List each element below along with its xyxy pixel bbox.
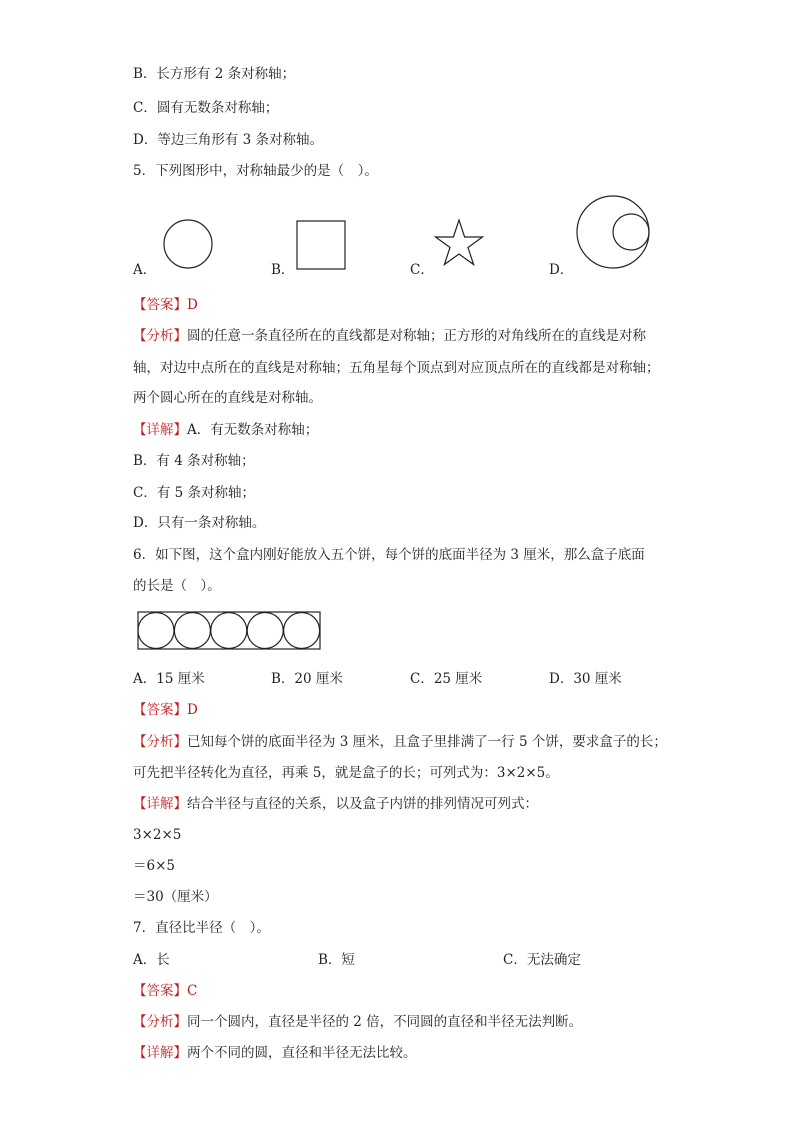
q4-option-d: D．等边三角形有 3 条对称轴。 bbox=[133, 132, 323, 148]
q5-stem: 5．下列图形中，对称轴最少的是（ ）。 bbox=[133, 163, 378, 179]
q5-detail-line-1 bbox=[133, 420, 318, 440]
cake-circle bbox=[284, 613, 320, 649]
q6-answer bbox=[133, 700, 198, 720]
q6-analysis-line-2: 可先把半径转化为直径，再乘 5，就是盒子的长；可列式为：3×2×5。 bbox=[133, 765, 559, 781]
q6-stem-line-1: 6．如下图，这个盒内刚好能放入五个饼，每个饼的底面半径为 3 厘米，那么盒子底面 bbox=[133, 547, 645, 563]
q5-option-c-label: C． bbox=[410, 262, 434, 278]
q5-analysis-line-1 bbox=[133, 326, 646, 346]
q7-option-c: C．无法确定 bbox=[503, 952, 581, 968]
q6-box-figure bbox=[137, 611, 323, 651]
analysis-tag: 【分析】 bbox=[133, 734, 187, 750]
q6-detail-line-2: 3×2×5 bbox=[133, 827, 182, 843]
answer-tag: 【答案】 bbox=[133, 297, 187, 313]
analysis-text: 已知每个饼的底面半径为 3 厘米，且盒子里排满了一行 5 个饼，要求盒子的长； bbox=[187, 734, 667, 750]
analysis-tag: 【分析】 bbox=[133, 328, 187, 344]
q6-option-d: D．30 厘米 bbox=[549, 671, 622, 687]
cake-circle bbox=[138, 613, 174, 649]
cake-circle bbox=[211, 613, 247, 649]
q5-analysis-line-3: 两个圆心所在的直线是对称轴。 bbox=[133, 390, 322, 406]
q7-option-a: A．长 bbox=[133, 952, 170, 968]
answer-tag: 【答案】 bbox=[133, 702, 187, 718]
q7-detail bbox=[133, 1043, 417, 1063]
q5-detail-line-4: D．只有一条对称轴。 bbox=[133, 515, 266, 531]
answer-value: D bbox=[187, 297, 198, 313]
q5-square-figure bbox=[296, 220, 348, 272]
q4-option-c: C．圆有无数条对称轴； bbox=[133, 100, 279, 116]
q5-circle-figure bbox=[160, 216, 216, 272]
detail-text: 结合半径与直径的关系，以及盒子内饼的排列情况可列式： bbox=[187, 796, 538, 812]
q7-answer bbox=[133, 981, 197, 1001]
q5-two-circles-figure bbox=[575, 195, 655, 275]
analysis-tag: 【分析】 bbox=[133, 1014, 187, 1030]
q5-option-a-label: A． bbox=[133, 262, 157, 278]
analysis-text: 同一个圆内，直径是半径的 2 倍，不同圆的直径和半径无法判断。 bbox=[187, 1014, 583, 1030]
q7-stem: 7．直径比半径（ ）。 bbox=[133, 920, 270, 936]
q5-option-b-label: B． bbox=[271, 262, 295, 278]
q6-stem-line-2: 的长是（ ）。 bbox=[133, 578, 221, 594]
answer-tag: 【答案】 bbox=[133, 983, 187, 999]
q4-option-b: B．长方形有 2 条对称轴； bbox=[133, 66, 296, 82]
q6-option-b: B．20 厘米 bbox=[271, 671, 343, 687]
q5-option-d-label: D． bbox=[549, 262, 574, 278]
detail-tag: 【详解】 bbox=[133, 1045, 187, 1061]
detail-text: A．有无数条对称轴； bbox=[187, 422, 319, 438]
q6-option-a: A．15 厘米 bbox=[133, 671, 205, 687]
q5-answer bbox=[133, 295, 198, 315]
cake-circle bbox=[174, 613, 210, 649]
q5-star-figure bbox=[433, 218, 485, 270]
q6-detail-line-1 bbox=[133, 794, 538, 814]
detail-text: 两个不同的圆，直径和半径无法比较。 bbox=[187, 1045, 417, 1061]
answer-value: C bbox=[187, 983, 198, 999]
q5-analysis-line-2: 轴，对边中点所在的直线是对称轴；五角星每个顶点到对应顶点所在的直线都是对称轴； bbox=[133, 360, 660, 376]
q7-analysis bbox=[133, 1012, 582, 1032]
analysis-text: 圆的任意一条直径所在的直线都是对称轴；正方形的对角线所在的直线是对称 bbox=[187, 328, 646, 344]
q6-analysis-line-1 bbox=[133, 732, 667, 752]
q7-option-b: B．短 bbox=[318, 952, 355, 968]
q5-detail-line-2: B．有 4 条对称轴； bbox=[133, 453, 255, 469]
answer-value: D bbox=[187, 702, 198, 718]
cake-circle bbox=[247, 613, 283, 649]
q6-detail-line-4: ＝30（厘米） bbox=[133, 889, 218, 905]
detail-tag: 【详解】 bbox=[133, 422, 187, 438]
q6-detail-line-3: ＝6×5 bbox=[133, 858, 175, 874]
q6-option-c: C．25 厘米 bbox=[410, 671, 483, 687]
q5-detail-line-3: C．有 5 条对称轴； bbox=[133, 485, 256, 501]
detail-tag: 【详解】 bbox=[133, 796, 187, 812]
